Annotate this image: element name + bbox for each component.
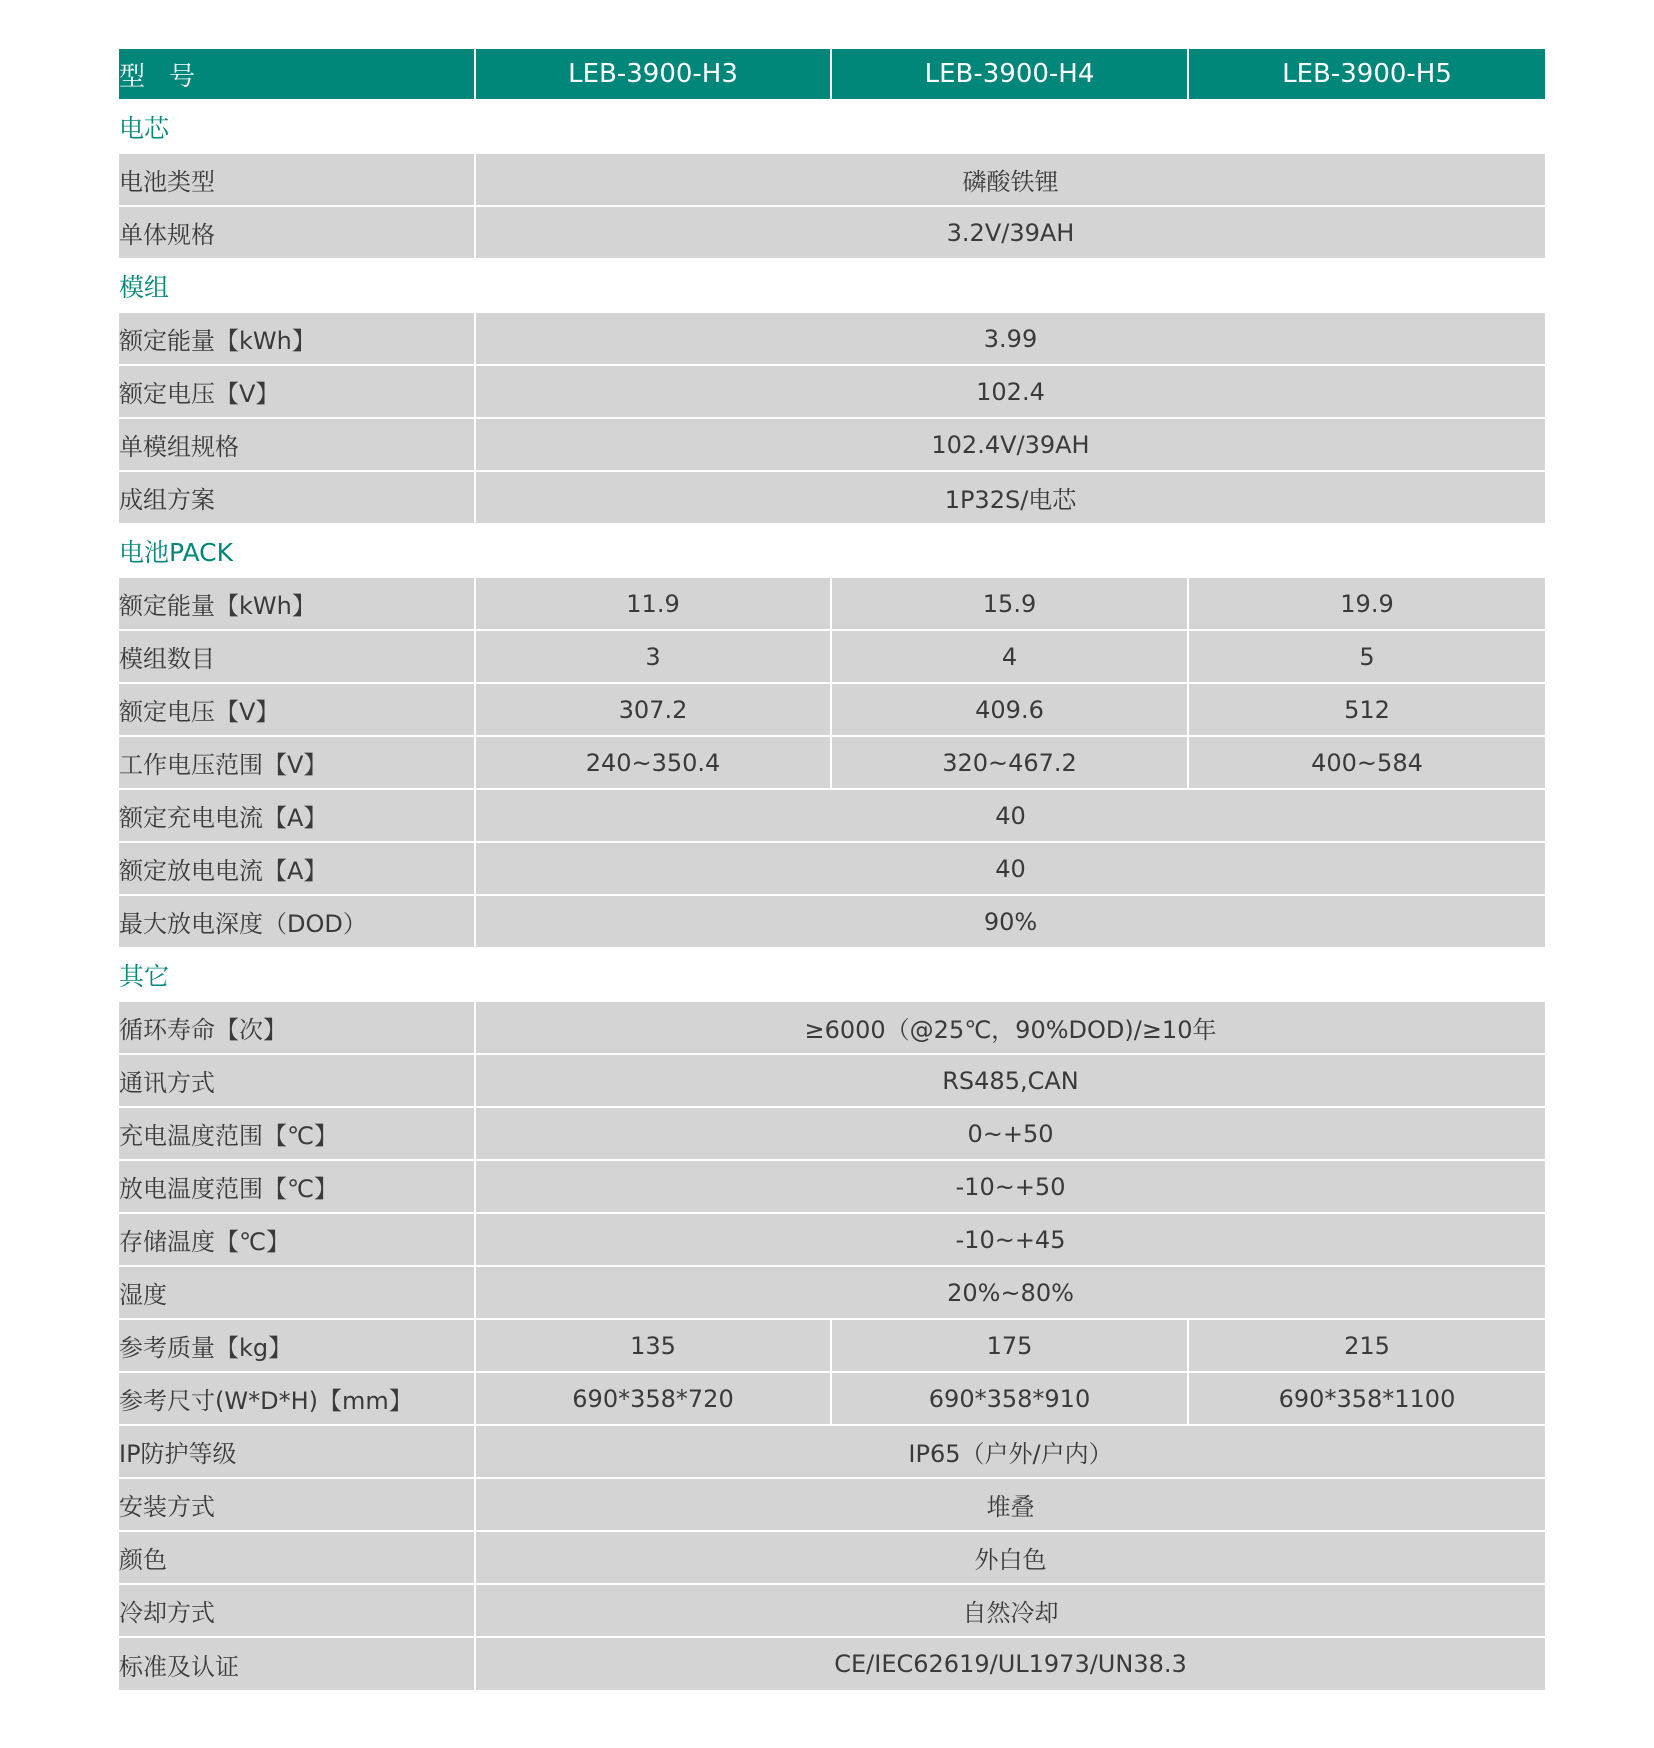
table-row (119, 1478, 1545, 1531)
table-row (119, 1425, 1545, 1478)
table-row (119, 1266, 1545, 1319)
row-value: 690*358*910 (831, 1372, 1188, 1425)
table-row (119, 1372, 1545, 1425)
table-row (119, 842, 1545, 895)
row-label: 工作电压范围【V】 (119, 736, 475, 789)
row-label: 额定能量【kWh】 (119, 312, 475, 365)
row-value: 11.9 (475, 577, 831, 630)
row-label: 电池类型 (119, 153, 475, 206)
header-model-h4: LEB-3900-H4 (831, 49, 1188, 100)
row-value: 690*358*720 (475, 1372, 831, 1425)
row-value: 400~584 (1188, 736, 1545, 789)
row-value: 307.2 (475, 683, 831, 736)
row-label: 参考尺寸(W*D*H)【mm】 (119, 1372, 475, 1425)
row-value: 19.9 (1188, 577, 1545, 630)
row-value: 40 (475, 842, 1545, 895)
row-value: CE/IEC62619/UL1973/UN38.3 (475, 1637, 1545, 1690)
table-row (119, 206, 1545, 259)
row-label: 存储温度【℃】 (119, 1213, 475, 1266)
section-row (119, 948, 1545, 1001)
row-value: 外白色 (475, 1531, 1545, 1584)
row-label: 额定充电电流【A】 (119, 789, 475, 842)
row-label: 额定放电电流【A】 (119, 842, 475, 895)
row-value: 20%~80% (475, 1266, 1545, 1319)
table-row (119, 789, 1545, 842)
table-row (119, 471, 1545, 524)
row-label: 安装方式 (119, 1478, 475, 1531)
row-value: 409.6 (831, 683, 1188, 736)
row-value: 690*358*1100 (1188, 1372, 1545, 1425)
row-label: 成组方案 (119, 471, 475, 524)
header-model-label: 型号 (119, 49, 475, 100)
table-row (119, 1054, 1545, 1107)
row-label: 额定能量【kWh】 (119, 577, 475, 630)
row-value: 215 (1188, 1319, 1545, 1372)
row-value: 3.2V/39AH (475, 206, 1545, 259)
table-row (119, 312, 1545, 365)
row-label: IP防护等级 (119, 1425, 475, 1478)
row-label: 额定电压【V】 (119, 365, 475, 418)
section-title: 电芯 (119, 100, 1545, 153)
row-label: 额定电压【V】 (119, 683, 475, 736)
row-value: -10~+45 (475, 1213, 1545, 1266)
spec-table-body (119, 100, 1545, 1690)
row-label: 参考质量【kg】 (119, 1319, 475, 1372)
row-value: 15.9 (831, 577, 1188, 630)
table-header-row (119, 49, 1545, 100)
row-value: 堆叠 (475, 1478, 1545, 1531)
table-row (119, 577, 1545, 630)
row-value: 90% (475, 895, 1545, 948)
header-model-h5: LEB-3900-H5 (1188, 49, 1545, 100)
row-label: 冷却方式 (119, 1584, 475, 1637)
section-row (119, 524, 1545, 577)
row-label: 湿度 (119, 1266, 475, 1319)
table-row (119, 153, 1545, 206)
row-value: 3.99 (475, 312, 1545, 365)
row-value: 40 (475, 789, 1545, 842)
row-label: 通讯方式 (119, 1054, 475, 1107)
row-label: 标准及认证 (119, 1637, 475, 1690)
section-title: 电池PACK (119, 524, 1545, 577)
row-value: ≥6000（@25℃，90%DOD)/≥10年 (475, 1001, 1545, 1054)
row-label: 放电温度范围【℃】 (119, 1160, 475, 1213)
table-row (119, 895, 1545, 948)
table-row (119, 1637, 1545, 1690)
row-label: 循环寿命【次】 (119, 1001, 475, 1054)
row-value: 4 (831, 630, 1188, 683)
table-row (119, 1001, 1545, 1054)
spec-table (119, 49, 1545, 1690)
row-value: 175 (831, 1319, 1188, 1372)
row-value: 102.4 (475, 365, 1545, 418)
row-value: 135 (475, 1319, 831, 1372)
table-row (119, 1584, 1545, 1637)
row-label: 模组数目 (119, 630, 475, 683)
section-row (119, 259, 1545, 312)
table-row (119, 418, 1545, 471)
row-label: 充电温度范围【℃】 (119, 1107, 475, 1160)
row-value: 5 (1188, 630, 1545, 683)
table-row (119, 1319, 1545, 1372)
row-value: IP65（户外/户内） (475, 1425, 1545, 1478)
table-row (119, 365, 1545, 418)
table-row (119, 683, 1545, 736)
section-title: 其它 (119, 948, 1545, 1001)
row-value: 0~+50 (475, 1107, 1545, 1160)
row-value: -10~+50 (475, 1160, 1545, 1213)
row-value: 102.4V/39AH (475, 418, 1545, 471)
row-label: 单体规格 (119, 206, 475, 259)
row-label: 单模组规格 (119, 418, 475, 471)
row-value: 磷酸铁锂 (475, 153, 1545, 206)
row-label: 最大放电深度（DOD） (119, 895, 475, 948)
table-row (119, 1213, 1545, 1266)
table-row (119, 1107, 1545, 1160)
row-label: 颜色 (119, 1531, 475, 1584)
row-value: 240~350.4 (475, 736, 831, 789)
row-value: 3 (475, 630, 831, 683)
table-row (119, 736, 1545, 789)
header-model-h3: LEB-3900-H3 (475, 49, 831, 100)
table-row (119, 1531, 1545, 1584)
row-value: 320~467.2 (831, 736, 1188, 789)
table-row (119, 1160, 1545, 1213)
section-row (119, 100, 1545, 153)
row-value: 1P32S/电芯 (475, 471, 1545, 524)
section-title: 模组 (119, 259, 1545, 312)
row-value: 512 (1188, 683, 1545, 736)
row-value: 自然冷却 (475, 1584, 1545, 1637)
table-row (119, 630, 1545, 683)
row-value: RS485,CAN (475, 1054, 1545, 1107)
